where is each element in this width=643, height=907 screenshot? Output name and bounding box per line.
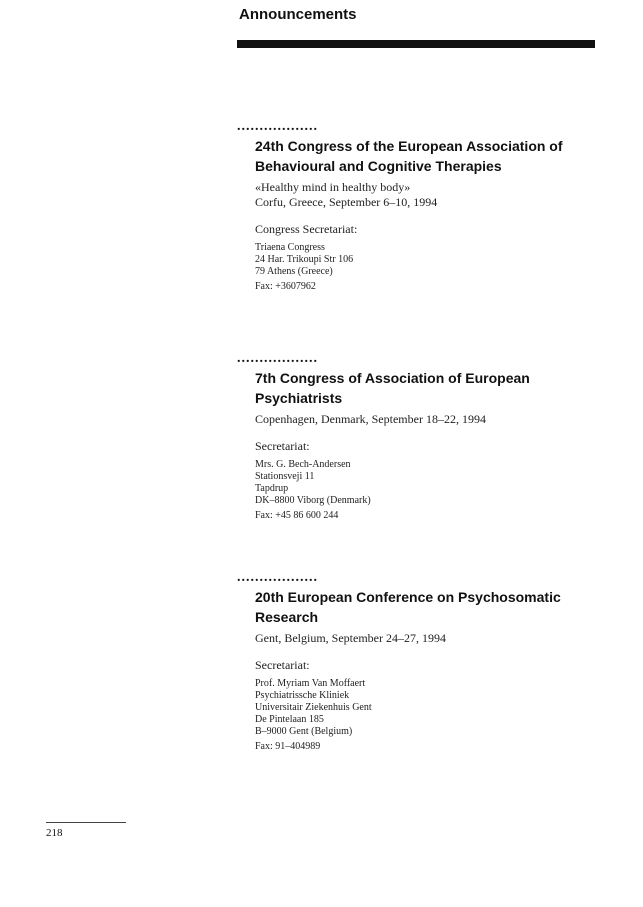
- subtitle-line: Copenhagen, Denmark, September 18–22, 1994: [255, 412, 486, 426]
- address-line: B–9000 Gent (Belgium): [255, 726, 353, 737]
- address-line: DK–8800 Viborg (Denmark): [255, 495, 371, 506]
- fax-number: Fax: 91–404989: [255, 741, 321, 752]
- dotted-separator: ..................: [237, 119, 318, 134]
- subtitle-line: Gent, Belgium, September 24–27, 1994: [255, 631, 446, 645]
- announcement-title: [255, 136, 607, 176]
- fax-number: Fax: +45 86 600 244: [255, 510, 339, 521]
- fax-number: Fax: +3607962: [255, 281, 316, 292]
- secretariat-label: Secretariat:: [255, 439, 310, 453]
- address-line: Stationsveji 11: [255, 471, 315, 482]
- announcement-ecpr: [237, 570, 607, 753]
- address-line: Psychiatrissche Kliniek: [255, 690, 350, 701]
- address-line: Triaena Congress: [255, 242, 325, 253]
- secretariat-label: Congress Secretariat:: [255, 222, 358, 236]
- secretariat-address: [255, 459, 607, 507]
- address-line: Tapdrup: [255, 483, 289, 494]
- address-line: 79 Athens (Greece): [255, 266, 333, 277]
- address-line: Universitair Ziekenhuis Gent: [255, 702, 372, 713]
- page-number: 218: [46, 827, 63, 839]
- announcement-subtitle: [255, 412, 607, 427]
- address-line: De Pintelaan 185: [255, 714, 324, 725]
- title-line: 20th European Conference on Psychosomatic Research: [255, 589, 561, 625]
- footer-rule: [46, 822, 126, 823]
- announcement-subtitle: [255, 631, 607, 646]
- announcement-ebct: [237, 119, 607, 293]
- secretariat-address: [255, 242, 607, 278]
- title-line: Behavioural and Cognitive Therapies: [255, 158, 502, 174]
- announcement-title: [255, 368, 607, 408]
- address-line: Mrs. G. Bech-Andersen: [255, 459, 351, 470]
- address-line: 24 Har. Trikoupi Str 106: [255, 254, 354, 265]
- secretariat-address: [255, 678, 607, 738]
- announcement-aep: [237, 351, 607, 522]
- section-header: Announcements: [239, 6, 357, 23]
- dotted-separator: ..................: [237, 351, 318, 366]
- announcement-title: [255, 587, 607, 627]
- subtitle-line: «Healthy mind in healthy body»: [255, 180, 411, 194]
- secretariat-label: Secretariat:: [255, 658, 310, 672]
- subtitle-line: Corfu, Greece, September 6–10, 1994: [255, 195, 438, 209]
- header-rule: [237, 40, 595, 48]
- title-line: 7th Congress of Association of European Psychiatrists: [255, 370, 530, 406]
- dotted-separator: ..................: [237, 570, 318, 585]
- title-line: 24th Congress of the European Association of: [255, 138, 563, 154]
- address-line: Prof. Myriam Van Moffaert: [255, 678, 366, 689]
- announcement-subtitle: [255, 180, 607, 210]
